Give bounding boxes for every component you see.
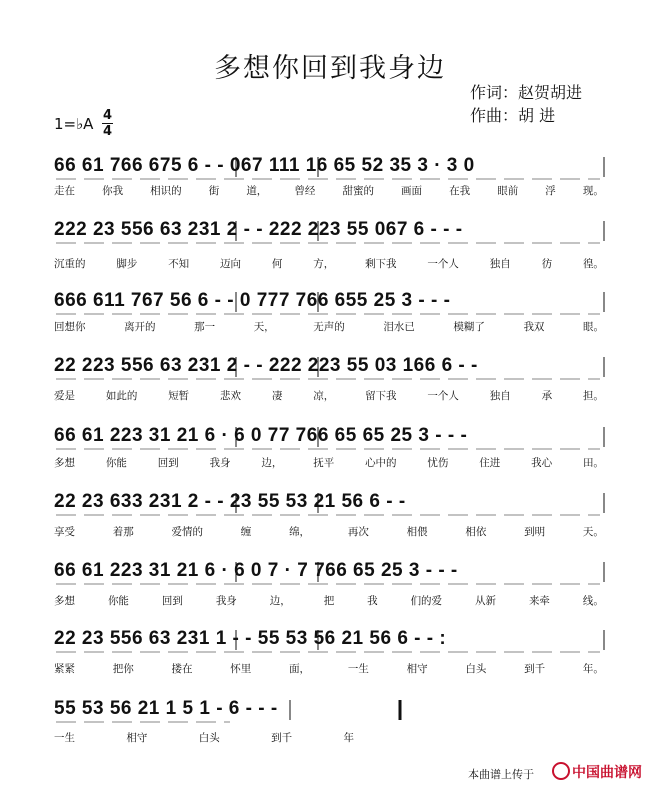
lyric-word: 到千 <box>524 663 546 675</box>
lyric-word: 方， <box>313 258 335 270</box>
logo-icon <box>552 762 570 780</box>
lyric-word: 眼前 <box>497 185 519 197</box>
lyric-word: 走在 <box>54 185 75 197</box>
lyric-word: 抚平 <box>313 457 335 469</box>
notes-line: 55 53 56 21 1 5 1 - 6 - - - <box>54 698 278 719</box>
lyric-word: 把 <box>323 595 335 607</box>
lyric-word: 一生 <box>347 663 369 675</box>
lyric-word: 相识的 <box>150 185 182 197</box>
lyric-word: 回想你 <box>54 321 86 333</box>
lyric-word: 来牵 <box>528 595 550 607</box>
notes-line: 66 61 766 675 6 - - 067 111 16 65 52 35 3 · 3 0 <box>54 155 475 176</box>
lyric-word: 我双 <box>523 321 545 333</box>
lyric-word: 心中的 <box>365 457 397 469</box>
lyric-word: 们的爱 <box>410 595 443 607</box>
lyric-word: 不知 <box>168 258 190 270</box>
lyric-word: 边， <box>261 457 283 469</box>
page-title: 多想你回到我身边 <box>214 53 446 84</box>
lyric-word: 沉重的 <box>54 258 86 270</box>
lyric-word: 怀里 <box>230 663 252 675</box>
lyric-word: 一个人 <box>427 258 459 270</box>
lyric-word: 田。 <box>582 457 604 469</box>
upload-note: 本曲谱上传于 <box>468 768 534 781</box>
lyric-word: 白头 <box>198 732 220 744</box>
lyric-word: 离开的 <box>124 321 156 333</box>
lyric-word: 我身 <box>209 457 231 469</box>
lyric-word: 白头 <box>465 663 487 675</box>
lyric-word: 凄 <box>271 390 283 402</box>
lyric-word: 我身 <box>215 595 237 607</box>
lyric-word: 线。 <box>582 595 604 607</box>
notes-line: 666 611 767 56 6 - - 0 777 766 655 25 3 - - - <box>54 290 451 311</box>
lyric-word: 如此的 <box>105 390 138 402</box>
lyric-word: 天。 <box>582 526 604 538</box>
lyric-word: 相偎 <box>406 526 428 538</box>
lyric-word: 迈向 <box>220 258 242 270</box>
lyric-word: 独自 <box>489 390 511 402</box>
notes-line: 22 23 556 63 231 1 - - 55 53 56 21 56 6 - - : <box>54 628 447 649</box>
key-signature: 1=♭A <box>54 115 94 133</box>
lyric-word: 把你 <box>112 663 134 675</box>
lyric-word: 你我 <box>102 185 124 197</box>
time-signature-bottom: 4 <box>102 124 113 139</box>
lyric-word: 着那 <box>112 526 134 538</box>
lyric-word: 你能 <box>105 457 127 469</box>
notes-line: 22 23 633 231 2 - - 23 55 53 21 56 6 - - <box>54 491 406 512</box>
lyric-word: 街 <box>208 185 220 197</box>
lyric-word: 我 <box>367 595 378 607</box>
lyric-word: 爱是 <box>54 390 75 402</box>
lyric-word: 回到 <box>161 595 183 607</box>
lyric-word: 绵， <box>289 526 311 538</box>
lyric-word: 缠 <box>240 526 252 538</box>
lyric-word: 那一 <box>194 321 216 333</box>
lyric-word: 年 <box>343 732 354 744</box>
lyric-word: 短暂 <box>168 390 190 402</box>
lyric-word: 一生 <box>54 732 75 744</box>
lyric-word: 相守 <box>406 663 428 675</box>
lyric-word: 在我 <box>449 185 471 197</box>
lyric-word: 住进 <box>479 457 501 469</box>
lyric-word: 你能 <box>107 595 129 607</box>
lyric-word: 一个人 <box>427 390 459 402</box>
lyric-word: 面， <box>289 663 311 675</box>
lyric-word: 天， <box>253 321 275 333</box>
lyric-word: 多想 <box>54 457 75 469</box>
lyric-word: 忧伤 <box>427 457 449 469</box>
lyric-word: 从新 <box>475 595 496 607</box>
lyric-word: 画面 <box>401 185 423 197</box>
lyric-word: 留下我 <box>365 390 397 402</box>
lyric-word: 甜蜜的 <box>342 185 374 197</box>
lyric-word: 到明 <box>524 526 546 538</box>
lyric-word: 无声的 <box>313 321 345 333</box>
time-signature-top: 4 <box>102 108 113 123</box>
lyric-word: 徨。 <box>582 258 604 270</box>
notes-line: 22 223 556 63 231 2 - - 222 223 55 03 166 6 - - <box>54 355 478 376</box>
lyric-word: 再次 <box>347 526 369 538</box>
lyric-word: 搂在 <box>171 663 193 675</box>
lyric-word: 悲欢 <box>220 390 242 402</box>
lyric-word: 我心 <box>531 457 553 469</box>
lyric-word: 相守 <box>126 732 148 744</box>
lyric-word: 回到 <box>157 457 179 469</box>
lyric-word: 曾经 <box>294 185 316 197</box>
lyric-word: 边， <box>269 595 291 607</box>
notes-line: 66 61 223 31 21 6 · 6 0 77 766 65 65 25 3 - - - <box>54 425 468 446</box>
notes-line: 66 61 223 31 21 6 · 6 0 7 · 7 766 65 25 3 - - - <box>54 560 458 581</box>
lyric-word: 眼。 <box>583 321 604 333</box>
lyric-word: 年。 <box>582 663 604 675</box>
site-logo[interactable] <box>552 762 642 782</box>
lyric-word: 道， <box>246 185 268 197</box>
lyric-word: 多想 <box>54 595 75 607</box>
lyric-word: 剩下我 <box>365 258 397 270</box>
composer-credit: 作曲：胡 进 <box>470 106 556 125</box>
lyric-word: 脚步 <box>116 258 138 270</box>
lyric-word: 现。 <box>582 185 604 197</box>
lyric-word: 彷 <box>541 258 553 270</box>
lyricist-credit: 作词：赵贺胡进 <box>470 83 583 102</box>
lyric-word: 爱情的 <box>171 526 204 538</box>
lyric-word: 何 <box>271 258 283 270</box>
lyric-word: 模糊了 <box>453 321 485 333</box>
lyric-word: 担。 <box>582 390 604 402</box>
lyric-word: 浮 <box>545 185 556 197</box>
lyric-word: 泪水已 <box>383 321 415 333</box>
lyric-word: 享受 <box>54 526 75 538</box>
lyric-word: 凉， <box>313 390 335 402</box>
lyric-word: 承 <box>541 390 553 402</box>
lyric-word: 独自 <box>489 258 511 270</box>
notes-line: 222 23 556 63 231 2 - - 222 223 55 067 6 - - - <box>54 219 463 240</box>
lyric-word: 紧紧 <box>54 663 75 675</box>
site-name: 中国曲谱网 <box>572 765 642 781</box>
lyric-word: 到千 <box>271 732 293 744</box>
lyric-word: 相依 <box>465 526 487 538</box>
